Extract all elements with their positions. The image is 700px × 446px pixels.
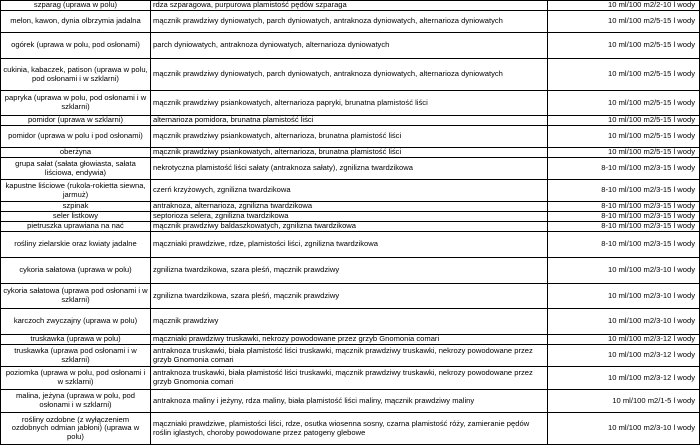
table-row: [1, 232, 700, 258]
crop-cell: szpinak: [1, 202, 151, 212]
diseases-cell: zgnilizna twardzikowa, szara pleśń, mącznik prawdziwy: [151, 258, 548, 284]
diseases-cell: mącznik prawdziwy: [151, 309, 548, 335]
crop-cell: pietruszka uprawiana na nać: [1, 222, 151, 232]
crop-cell: truskawka (uprawa pod osłonami i w szklarni): [1, 345, 151, 367]
table-row: [1, 148, 700, 158]
crop-cell: cykoria sałatowa (uprawa pod osłonami i w szklarni): [1, 284, 151, 309]
crop-cell: papryka (uprawa w polu, pod osłonami i w szklarni): [1, 91, 151, 116]
crop-cell: oberżyna: [1, 148, 151, 158]
crop-cell: cykoria sałatowa (uprawa w polu): [1, 258, 151, 284]
dose-cell: 10 ml/100 m2/3-10 l wody: [548, 413, 700, 445]
table-row: [1, 335, 700, 345]
table-row: [1, 1, 700, 11]
table-row: [1, 180, 700, 202]
table-row: [1, 390, 700, 413]
dose-cell: 8-10 ml/100 m2/3-15 l wody: [548, 202, 700, 212]
crop-cell: melon, kawon, dynia olbrzymia jadalna: [1, 11, 151, 33]
table-row: [1, 11, 700, 33]
diseases-cell: alternarioza pomidora, brunatna plamistość liści: [151, 116, 548, 126]
crop-cell: grupa sałat (sałata głowiasta, sałata liściowa, endywia): [1, 158, 151, 180]
diseases-cell: antraknoza truskawki, biała plamistość liści truskawki, mącznik prawdziwy truskawki, nekrozy powodowane przez grzyb Gnomonia comari: [151, 345, 548, 367]
crop-cell: ogórek (uprawa w polu, pod osłonami): [1, 33, 151, 59]
dose-cell: 10 ml/100 m2/3-12 l wody: [548, 345, 700, 367]
dose-cell: 10 ml/100 m2/5-15 l wody: [548, 148, 700, 158]
dose-cell: 10 ml/100 m2/3-12 l wody: [548, 367, 700, 390]
diseases-cell: mącznik prawdziwy dyniowatych, parch dyniowatych, antraknoza dyniowatych, alternarioza dyniowatych: [151, 11, 548, 33]
crop-cell: kapustne liściowe (rukola-rokietta siewna, jarmuż): [1, 180, 151, 202]
dose-cell: 10 ml/100 m2/5-15 l wody: [548, 33, 700, 59]
table-row: [1, 345, 700, 367]
crop-cell: truskawka (uprawa w polu): [1, 335, 151, 345]
diseases-cell: zgnilizna twardzikowa, szara pleśń, mącznik prawdziwy: [151, 284, 548, 309]
table-row: [1, 33, 700, 59]
crop-cell: pomidor (uprawa w polu i pod osłonami): [1, 126, 151, 148]
dosage-table-body: [1, 1, 700, 445]
diseases-cell: antraknoza maliny i jeżyny, rdza maliny, biała plamistość liści maliny, mącznik prawdziwy maliny: [151, 390, 548, 413]
table-row: [1, 367, 700, 390]
dose-cell: 8-10 ml/100 m2/3-15 l wody: [548, 180, 700, 202]
crop-cell: cukinia, kabaczek, patison (uprawa w polu, pod osłonami i w szklarni): [1, 59, 151, 91]
diseases-cell: mączniaki prawdziwe, rdze, plamistości liści, zgnilizna twardzikowa: [151, 232, 548, 258]
crop-cell: poziomka (uprawa w polu, pod osłonami i w szklarni): [1, 367, 151, 390]
dose-cell: 10 ml/100 m2/5-15 l wody: [548, 59, 700, 91]
diseases-cell: mącznik prawdziwy psiankowatych, alternarioza papryki, brunatna plamistość liści: [151, 91, 548, 116]
table-row: [1, 284, 700, 309]
table-row: [1, 222, 700, 232]
dose-cell: 10 ml/100 m2/5-15 l wody: [548, 116, 700, 126]
diseases-cell: mącznik prawdziwy dyniowatych, parch dyniowatych, antraknoza dyniowatych, alternarioza dyniowatych: [151, 59, 548, 91]
table-row: [1, 158, 700, 180]
dose-cell: 8-10 ml/100 m2/3-15 l wody: [548, 232, 700, 258]
table-row: [1, 116, 700, 126]
diseases-cell: mącznik prawdziwy baldaszkowatych, zgnilizna twardzikowa: [151, 222, 548, 232]
diseases-cell: czerń krzyżowych, zgnilizna twardzikowa: [151, 180, 548, 202]
table-row: [1, 91, 700, 116]
diseases-cell: antraknoza truskawki, biała plamistość liści truskawki, mącznik prawdziwy truskawki, nekrozy powodowane przez grzyb Gnomonia comari: [151, 367, 548, 390]
crop-cell: rośliny ozdobne (z wyłączeniem ozdobnych odmian jabłoni) (uprawa w polu): [1, 413, 151, 445]
crop-cell: karczoch zwyczajny (uprawa w polu): [1, 309, 151, 335]
crop-cell: malina, jeżyna (uprawa w polu, pod osłonami i w szklarni): [1, 390, 151, 413]
dose-cell: 10 ml/100 m2/1-5 l wody: [548, 390, 700, 413]
dose-cell: 10 ml/100 m2/3-10 l wody: [548, 284, 700, 309]
table-row: [1, 212, 700, 222]
dose-cell: 10 ml/100 m2/5-15 l wody: [548, 11, 700, 33]
diseases-cell: nekrotyczna plamistość liści sałaty (antraknoza sałaty), zgnilizna twardzikowa: [151, 158, 548, 180]
dose-cell: 8-10 ml/100 m2/3-15 l wody: [548, 212, 700, 222]
dose-cell: 10 ml/100 m2/5-15 l wody: [548, 91, 700, 116]
dose-cell: 10 ml/100 m2/3-10 l wody: [548, 258, 700, 284]
diseases-cell: mącznik prawdziwy psiankowatych, alternarioza, brunatna plamistość liści: [151, 126, 548, 148]
crop-cell: pomidor (uprawa w szklarni): [1, 116, 151, 126]
dose-cell: 8-10 ml/100 m2/3-15 l wody: [548, 158, 700, 180]
crop-cell: szparag (uprawa w polu): [1, 1, 151, 11]
diseases-cell: mączniaki prawdziwe, plamistości liści, rdze, osutka wiosenna sosny, czarna plamistość róży, zamieranie pędów roślin iglastych, choroby powodowane przez patogeny glebowe: [151, 413, 548, 445]
table-row: [1, 258, 700, 284]
table-row: [1, 309, 700, 335]
crop-cell: seler listkowy: [1, 212, 151, 222]
dose-cell: 10 ml/100 m2/3-12 l wody: [548, 335, 700, 345]
table-row: [1, 413, 700, 445]
table-row: [1, 59, 700, 91]
crop-cell: rośliny zielarskie oraz kwiaty jadalne: [1, 232, 151, 258]
table-row: [1, 202, 700, 212]
diseases-cell: antraknoza, alternarioza, zgnilizna twardzikowa: [151, 202, 548, 212]
dose-cell: 10 ml/100 m2/2-10 l wody: [548, 1, 700, 11]
dose-cell: 10 ml/100 m2/5-15 l wody: [548, 126, 700, 148]
diseases-cell: septorioza selera, zgnilizna twardzikowa: [151, 212, 548, 222]
table-row: [1, 126, 700, 148]
diseases-cell: mączniaki prawdziwy truskawki, nekrozy powodowane przez grzyb Gnomonia comari: [151, 335, 548, 345]
dose-cell: 8-10 ml/100 m2/3-15 l wody: [548, 222, 700, 232]
diseases-cell: mącznik prawdziwy psiankowatych, alternarioza, brunatna plamistość liści: [151, 148, 548, 158]
dose-cell: 10 ml/100 m2/3-10 l wody: [548, 309, 700, 335]
diseases-cell: parch dyniowatych, antraknoza dyniowatych, alternarioza dyniowatych: [151, 33, 548, 59]
diseases-cell: rdza szparagowa, purpurowa plamistość pędów szparaga: [151, 1, 548, 11]
